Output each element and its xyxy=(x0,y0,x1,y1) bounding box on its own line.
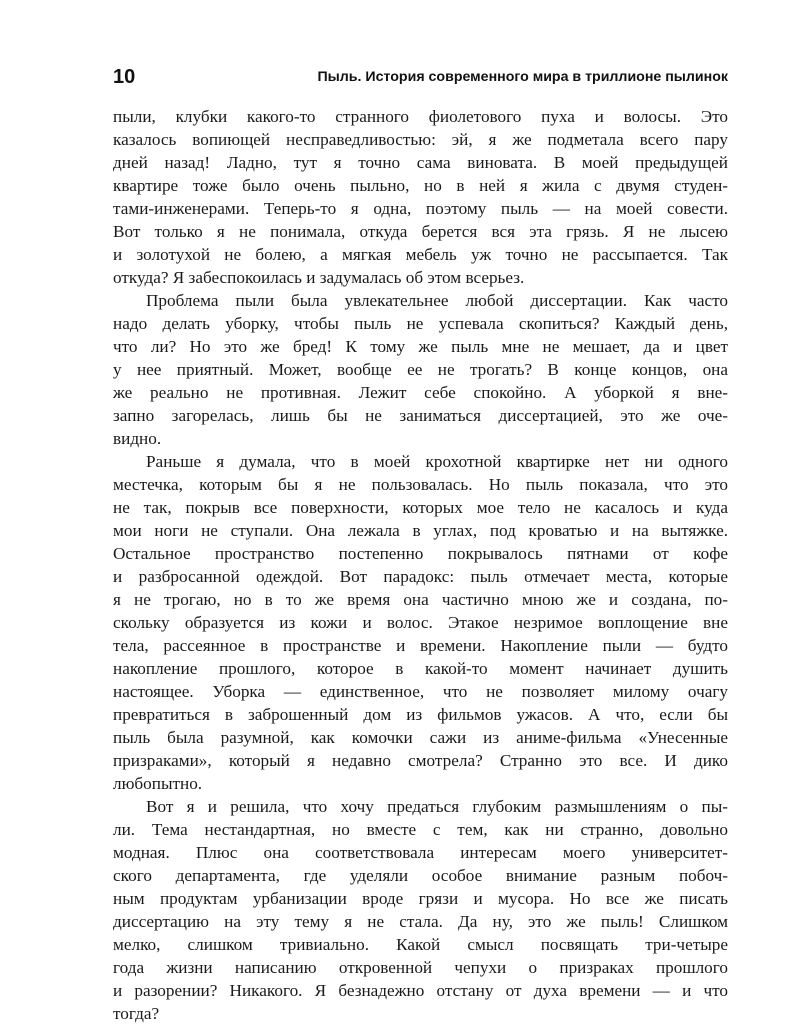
text-line: надо делать уборку, чтобы пыль не успевала скопиться? Каждый день, xyxy=(113,314,728,333)
paragraph-first-line: Раньше я думала, что в моей крохотной квартирке нет ни одного xyxy=(146,452,728,471)
text-line: я не трогаю, но в то же время она частично мною же и создана, по- xyxy=(113,590,728,609)
text-line: не так, покрыв все поверхности, которых мое тело не касалось и куда xyxy=(113,498,728,517)
text-line: тогда? xyxy=(113,1004,160,1023)
paragraph-first-line: Проблема пыли была увлекательнее любой диссертации. Как часто xyxy=(146,291,728,310)
text-line: казалось вопиющей несправедливостью: эй, я же подметала всего пару xyxy=(113,130,728,149)
text-line: любопытно. xyxy=(113,774,203,793)
text-line: запно загорелась, лишь бы не заниматься диссертацией, это же оче- xyxy=(113,406,728,425)
text-line: Вот только я не понимала, откуда берется вся эта грязь. Я не лысею xyxy=(113,222,728,241)
text-line: тела, рассеянное в пространстве и времени. Накопление пыли — будто xyxy=(113,636,728,655)
text-line: ным продуктам урбанизации вроде грязи и мусора. Но все же писать xyxy=(113,889,728,908)
page-number: 10 xyxy=(113,66,136,88)
text-line: ли. Тема нестандартная, но вместе с тем, как ни странно, довольно xyxy=(113,820,728,839)
text-line: откуда? Я забеспокоилась и задумалась об этом всерьез. xyxy=(113,268,525,287)
paragraph-first-line: Вот я и решила, что хочу предаться глубоким размышлениям о пы- xyxy=(146,797,728,816)
text-line: призраками», который я недавно смотрела? Странно это все. И дико xyxy=(113,751,728,770)
text-line: Остальное пространство постепенно покрывалось пятнами от кофе xyxy=(113,544,728,563)
text-line: пыль была разумной, как комочки сажи из аниме-фильма «Унесенные xyxy=(113,728,728,747)
text-line: тами-инженерами. Теперь-то я одна, поэтому пыль — на моей совести. xyxy=(113,199,728,218)
text-line: же реально не противная. Лежит себе спокойно. А уборкой я вне- xyxy=(113,383,728,402)
text-line: дней назад! Ладно, тут я точно сама виновата. В моей предыдущей xyxy=(113,153,728,172)
text-line: скольку образуется из кожи и волос. Этакое незримое воплощение вне xyxy=(113,613,728,632)
page-header xyxy=(113,62,728,92)
text-line: и разбросанной одеждой. Вот парадокс: пыль отмечает места, которые xyxy=(113,567,728,586)
text-line: мелко, слишком тривиально. Какой смысл посвящать три-четыре xyxy=(113,935,728,954)
text-line: диссертацию на эту тему я не стала. Да ну, это же пыль! Слишком xyxy=(113,912,728,931)
text-line: модная. Плюс она соответствовала интересам моего университет- xyxy=(113,843,728,862)
text-line: года жизни написанию откровенной чепухи о призраках прошлого xyxy=(113,958,728,977)
text-line: и разорении? Никакого. Я безнадежно отстану от духа времени — и что xyxy=(113,981,728,1000)
text-line: пыли, клубки какого-то странного фиолетового пуха и волосы. Это xyxy=(113,107,728,126)
text-line: что ли? Но это же бред! К тому же пыль мне не мешает, да и цвет xyxy=(113,337,728,356)
text-line: квартире тоже было очень пыльно, но в ней я жила с двумя студен- xyxy=(113,176,728,195)
text-line: ского департамента, где уделяли особое внимание разным побоч- xyxy=(113,866,728,885)
text-line: настоящее. Уборка — единственное, что не позволяет милому очагу xyxy=(113,682,728,701)
running-title: Пыль. История современного мира в триллионе пылинок xyxy=(317,69,728,85)
body-text xyxy=(113,105,728,1025)
text-line: и золотухой не болею, а мягкая мебель уж точно не рассыпается. Так xyxy=(113,245,728,264)
text-line: накопление прошлого, которое в какой-то момент начинает душить xyxy=(113,659,728,678)
text-line: местечка, которым бы я не пользовалась. Но пыль показала, что это xyxy=(113,475,728,494)
text-line: у нее приятный. Может, вообще ее не трогать? В конце концов, она xyxy=(113,360,728,379)
text-line: превратиться в заброшенный дом из фильмов ужасов. А что, если бы xyxy=(113,705,728,724)
text-line: мои ноги не ступали. Она лежала в углах, под кроватью и на вытяжке. xyxy=(113,521,728,540)
text-line: видно. xyxy=(113,429,162,448)
